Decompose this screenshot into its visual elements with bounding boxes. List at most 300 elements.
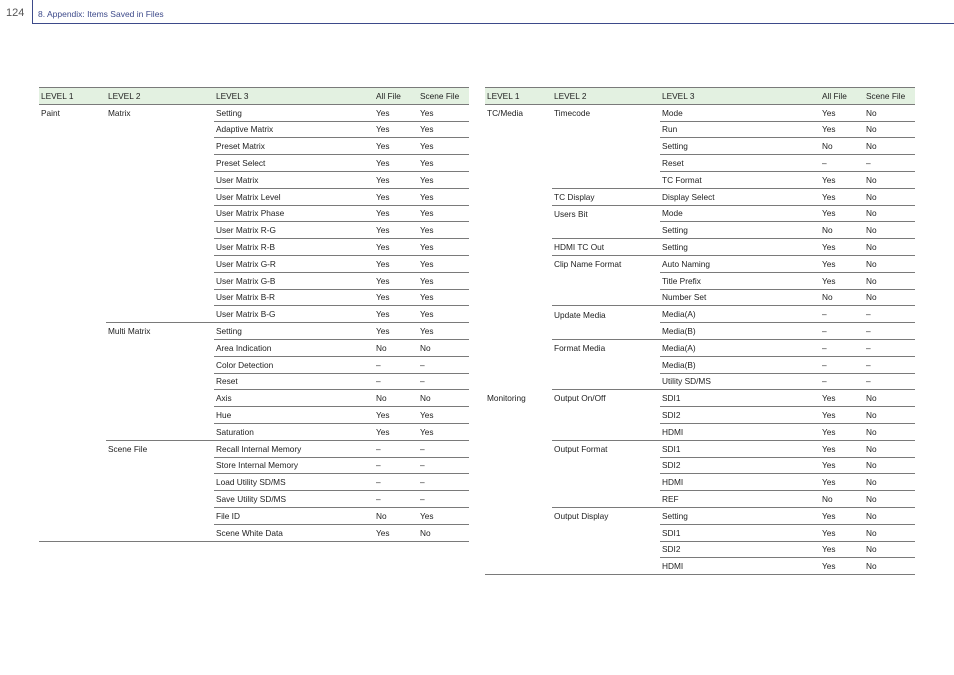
level3-cell: Media(A): [660, 306, 820, 323]
level2-cell: [552, 491, 660, 508]
scene-file-cell: No: [864, 239, 915, 256]
level2-cell: [552, 407, 660, 424]
scene-file-cell: –: [418, 373, 469, 390]
level1-cell: [485, 373, 552, 390]
level1-cell: [39, 440, 106, 457]
level2-cell: [106, 524, 214, 541]
table-row: [485, 558, 915, 575]
level1-cell: [485, 423, 552, 440]
all-file-cell: Yes: [820, 524, 864, 541]
level1-cell: [485, 558, 552, 575]
table-row: [485, 457, 915, 474]
level2-cell: [106, 339, 214, 356]
scene-file-cell: –: [864, 373, 915, 390]
scene-file-cell: Yes: [418, 138, 469, 155]
all-file-cell: Yes: [820, 239, 864, 256]
level2-cell: [106, 491, 214, 508]
table-row: [485, 272, 915, 289]
table-header-row: [485, 88, 915, 105]
level3-cell: Area Indication: [214, 339, 374, 356]
table-row: [485, 507, 915, 524]
level2-cell: [552, 457, 660, 474]
all-file-cell: Yes: [374, 306, 418, 323]
level1-cell: [485, 474, 552, 491]
level2-cell: Output Format: [554, 443, 608, 454]
column-header-level2: LEVEL 2: [106, 88, 214, 105]
all-file-cell: Yes: [820, 507, 864, 524]
level1-cell: [39, 407, 106, 424]
level3-cell: SDI1: [660, 390, 820, 407]
level1-cell: [39, 289, 106, 306]
table-row: [39, 205, 469, 222]
level1-cell: [485, 255, 552, 272]
table-row: [39, 373, 469, 390]
all-file-cell: No: [374, 390, 418, 407]
table-row: [39, 171, 469, 188]
level3-cell: User Matrix: [214, 171, 374, 188]
table-row: [485, 222, 915, 239]
table-row: [39, 289, 469, 306]
table-row: [39, 222, 469, 239]
level3-cell: File ID: [214, 507, 374, 524]
level1-cell: [485, 188, 552, 205]
level3-cell: Saturation: [214, 423, 374, 440]
table-body: [39, 104, 469, 541]
level2-cell: [552, 356, 660, 373]
column-header-scene-file: Scene File: [864, 88, 915, 105]
level3-cell: User Matrix B-R: [214, 289, 374, 306]
level2-cell: Format Media: [554, 343, 606, 354]
level3-cell: Hue: [214, 407, 374, 424]
all-file-cell: Yes: [374, 524, 418, 541]
table-row: [485, 306, 915, 323]
level1-cell: [39, 356, 106, 373]
all-file-cell: Yes: [820, 390, 864, 407]
level2-cell: TC Display: [552, 188, 660, 205]
level2-cell: [106, 121, 214, 138]
all-file-cell: Yes: [374, 104, 418, 121]
all-file-cell: Yes: [820, 474, 864, 491]
level2-cell: [552, 171, 660, 188]
level2-cell: [106, 272, 214, 289]
table-row: [485, 323, 915, 340]
level3-cell: TC Format: [660, 171, 820, 188]
level2-cell: Multi Matrix: [108, 326, 151, 337]
level3-cell: Setting: [214, 323, 374, 340]
level3-cell: Auto Naming: [660, 255, 820, 272]
all-file-cell: –: [374, 491, 418, 508]
level1-cell: [485, 289, 552, 306]
level2-cell: [106, 138, 214, 155]
all-file-cell: Yes: [374, 171, 418, 188]
level3-cell: User Matrix Phase: [214, 205, 374, 222]
scene-file-cell: No: [864, 188, 915, 205]
scene-file-cell: No: [418, 390, 469, 407]
scene-file-cell: No: [864, 390, 915, 407]
level3-cell: Save Utility SD/MS: [214, 491, 374, 508]
level3-cell: Media(B): [660, 356, 820, 373]
level1-cell: [39, 239, 106, 256]
level3-cell: SDI1: [660, 524, 820, 541]
page-header: [0, 0, 954, 25]
table-row: [39, 323, 469, 340]
level3-cell: Utility SD/MS: [660, 373, 820, 390]
level2-cell: [106, 507, 214, 524]
header-divider: [32, 0, 33, 24]
table-row: [39, 272, 469, 289]
level2-cell: [106, 155, 214, 172]
level3-cell: Setting: [660, 222, 820, 239]
table-row: [485, 423, 915, 440]
level2-cell: [552, 138, 660, 155]
all-file-cell: Yes: [374, 138, 418, 155]
table-row: [485, 138, 915, 155]
level1-cell: [39, 390, 106, 407]
level3-cell: Scene White Data: [214, 524, 374, 541]
table-row: [485, 356, 915, 373]
level2-cell: [106, 474, 214, 491]
level3-cell: User Matrix R-G: [214, 222, 374, 239]
table-row: [485, 407, 915, 424]
level2-cell: [106, 390, 214, 407]
level2-cell: Scene File: [108, 443, 148, 454]
all-file-cell: Yes: [374, 155, 418, 172]
scene-file-cell: No: [864, 289, 915, 306]
level2-cell: Matrix: [108, 107, 131, 118]
level3-cell: SDI2: [660, 457, 820, 474]
table-row: [485, 239, 915, 256]
all-file-cell: Yes: [374, 239, 418, 256]
all-file-cell: Yes: [820, 121, 864, 138]
table-row: [485, 121, 915, 138]
level3-cell: Reset: [660, 155, 820, 172]
scene-file-cell: –: [418, 491, 469, 508]
table-row: [485, 491, 915, 508]
level1-cell: [485, 356, 552, 373]
all-file-cell: Yes: [820, 272, 864, 289]
level1-cell: [39, 339, 106, 356]
level3-cell: Axis: [214, 390, 374, 407]
level3-cell: SDI1: [660, 440, 820, 457]
all-file-cell: –: [820, 356, 864, 373]
level2-cell: [552, 541, 660, 558]
level2-cell: [552, 155, 660, 172]
scene-file-cell: No: [864, 491, 915, 508]
level2-cell: [552, 272, 660, 289]
all-file-cell: Yes: [820, 423, 864, 440]
all-file-cell: Yes: [820, 171, 864, 188]
scene-file-cell: No: [864, 205, 915, 222]
scene-file-cell: Yes: [418, 155, 469, 172]
scene-file-cell: No: [418, 524, 469, 541]
level1-cell: [39, 507, 106, 524]
level3-cell: Preset Select: [214, 155, 374, 172]
level3-cell: Run: [660, 121, 820, 138]
scene-file-cell: –: [418, 457, 469, 474]
level1-cell: [485, 239, 552, 256]
level3-cell: Setting: [660, 138, 820, 155]
scene-file-cell: No: [864, 524, 915, 541]
level1-cell: [485, 491, 552, 508]
table-row: [39, 255, 469, 272]
scene-file-cell: –: [864, 339, 915, 356]
level2-cell: [106, 255, 214, 272]
level3-cell: Setting: [660, 239, 820, 256]
table-row: [39, 524, 469, 541]
scene-file-cell: –: [418, 440, 469, 457]
table-row: [39, 491, 469, 508]
table-row: [39, 474, 469, 491]
level1-cell: [485, 457, 552, 474]
table-row: [39, 440, 469, 457]
column-header-all-file: All File: [820, 88, 864, 105]
table-row: [39, 356, 469, 373]
all-file-cell: –: [374, 457, 418, 474]
table-row: [39, 390, 469, 407]
level2-cell: [552, 558, 660, 575]
all-file-cell: Yes: [820, 558, 864, 575]
level1-cell: [39, 222, 106, 239]
level2-cell: [106, 373, 214, 390]
all-file-cell: Yes: [820, 255, 864, 272]
all-file-cell: Yes: [374, 323, 418, 340]
level1-cell: [39, 138, 106, 155]
scene-file-cell: No: [864, 104, 915, 121]
level2-cell: [106, 171, 214, 188]
level2-cell: Output On/Off: [554, 393, 606, 404]
items-table-left: [39, 87, 469, 542]
scene-file-cell: Yes: [418, 323, 469, 340]
all-file-cell: No: [374, 339, 418, 356]
level2-cell: Clip Name Format: [554, 259, 622, 270]
all-file-cell: –: [820, 155, 864, 172]
level1-cell: [39, 205, 106, 222]
table-row: [485, 474, 915, 491]
level1-cell: [485, 507, 552, 524]
level3-cell: User Matrix R-B: [214, 239, 374, 256]
all-file-cell: Yes: [374, 272, 418, 289]
table-row: [39, 104, 469, 121]
table-row: [485, 188, 915, 205]
level3-cell: Media(B): [660, 323, 820, 340]
table-row: [485, 440, 915, 457]
scene-file-cell: No: [864, 121, 915, 138]
all-file-cell: No: [820, 222, 864, 239]
all-file-cell: No: [820, 138, 864, 155]
scene-file-cell: Yes: [418, 423, 469, 440]
level3-cell: HDMI: [660, 558, 820, 575]
all-file-cell: Yes: [820, 188, 864, 205]
table-row: [39, 423, 469, 440]
table-row: [39, 507, 469, 524]
column-header-all-file: All File: [374, 88, 418, 105]
table-row: [485, 155, 915, 172]
all-file-cell: –: [374, 356, 418, 373]
level3-cell: Media(A): [660, 339, 820, 356]
level2-cell: [106, 356, 214, 373]
level3-cell: Mode: [660, 104, 820, 121]
level3-cell: SDI2: [660, 541, 820, 558]
all-file-cell: Yes: [820, 205, 864, 222]
level3-cell: Load Utility SD/MS: [214, 474, 374, 491]
all-file-cell: –: [820, 323, 864, 340]
scene-file-cell: Yes: [418, 306, 469, 323]
level3-cell: REF: [660, 491, 820, 508]
column-header-level1: LEVEL 1: [485, 88, 552, 105]
scene-file-cell: No: [864, 474, 915, 491]
scene-file-cell: Yes: [418, 171, 469, 188]
all-file-cell: Yes: [820, 440, 864, 457]
level1-cell: [39, 306, 106, 323]
level1-cell: Paint: [41, 107, 60, 118]
level1-cell: [39, 155, 106, 172]
table-row: [485, 373, 915, 390]
level3-cell: User Matrix B-G: [214, 306, 374, 323]
all-file-cell: –: [374, 474, 418, 491]
column-header-level3: LEVEL 3: [214, 88, 374, 105]
level1-cell: [485, 524, 552, 541]
level2-cell: [552, 323, 660, 340]
scene-file-cell: No: [864, 171, 915, 188]
level1-cell: [485, 155, 552, 172]
level1-cell: [485, 205, 552, 222]
level2-cell: [106, 239, 214, 256]
all-file-cell: Yes: [374, 121, 418, 138]
all-file-cell: Yes: [374, 205, 418, 222]
table-row: [39, 339, 469, 356]
level2-cell: HDMI TC Out: [552, 239, 660, 256]
chapter-title: 8. Appendix: Items Saved in Files: [38, 9, 164, 19]
table-row: [39, 155, 469, 172]
level1-cell: [39, 188, 106, 205]
scene-file-cell: Yes: [418, 104, 469, 121]
level1-cell: [39, 171, 106, 188]
level1-cell: TC/Media: [487, 107, 523, 118]
scene-file-cell: Yes: [418, 507, 469, 524]
items-table-right: [485, 87, 915, 575]
table-row: [485, 205, 915, 222]
scene-file-cell: No: [864, 440, 915, 457]
scene-file-cell: No: [864, 507, 915, 524]
scene-file-cell: –: [864, 306, 915, 323]
table-row: [39, 138, 469, 155]
all-file-cell: Yes: [820, 541, 864, 558]
scene-file-cell: No: [864, 272, 915, 289]
scene-file-cell: No: [864, 558, 915, 575]
level2-cell: [106, 188, 214, 205]
level3-cell: Color Detection: [214, 356, 374, 373]
level2-cell: [106, 205, 214, 222]
level3-cell: Adaptive Matrix: [214, 121, 374, 138]
table-row: [39, 457, 469, 474]
level2-cell: [552, 373, 660, 390]
level1-cell: [485, 138, 552, 155]
table-row: [485, 171, 915, 188]
scene-file-cell: No: [864, 407, 915, 424]
scene-file-cell: No: [864, 222, 915, 239]
scene-file-cell: –: [864, 356, 915, 373]
page-number: 124: [6, 7, 25, 19]
level1-cell: [39, 323, 106, 340]
all-file-cell: Yes: [374, 407, 418, 424]
all-file-cell: No: [820, 491, 864, 508]
level1-cell: [485, 339, 552, 356]
all-file-cell: No: [820, 289, 864, 306]
level3-cell: User Matrix G-B: [214, 272, 374, 289]
level1-cell: [39, 373, 106, 390]
level1-cell: [485, 440, 552, 457]
level2-cell: Timecode: [554, 107, 591, 118]
level3-cell: SDI2: [660, 407, 820, 424]
level1-cell: [39, 272, 106, 289]
table-row: [39, 188, 469, 205]
scene-file-cell: Yes: [418, 272, 469, 289]
column-header-level1: LEVEL 1: [39, 88, 106, 105]
table-row: [39, 121, 469, 138]
all-file-cell: Yes: [374, 255, 418, 272]
level3-cell: Number Set: [660, 289, 820, 306]
level1-cell: Monitoring: [487, 393, 526, 404]
table-row: [485, 390, 915, 407]
level1-cell: [39, 491, 106, 508]
level2-cell: [552, 474, 660, 491]
level1-cell: [39, 423, 106, 440]
scene-file-cell: –: [418, 356, 469, 373]
all-file-cell: –: [374, 440, 418, 457]
table-row: [39, 407, 469, 424]
level3-cell: Display Select: [660, 188, 820, 205]
all-file-cell: Yes: [374, 289, 418, 306]
level2-cell: [552, 222, 660, 239]
level1-cell: [485, 407, 552, 424]
level1-cell: [39, 474, 106, 491]
scene-file-cell: Yes: [418, 407, 469, 424]
level2-cell: Output Display: [554, 511, 609, 522]
table-row: [485, 104, 915, 121]
level1-cell: [485, 306, 552, 323]
level2-cell: [106, 306, 214, 323]
level3-cell: User Matrix G-R: [214, 255, 374, 272]
level2-cell: Update Media: [554, 309, 606, 320]
level3-cell: User Matrix Level: [214, 188, 374, 205]
table-row: [485, 339, 915, 356]
table-header-row: [39, 88, 469, 105]
all-file-cell: Yes: [820, 407, 864, 424]
scene-file-cell: No: [864, 423, 915, 440]
level1-cell: [39, 524, 106, 541]
table-body: [485, 104, 915, 574]
scene-file-cell: No: [864, 541, 915, 558]
all-file-cell: Yes: [374, 188, 418, 205]
scene-file-cell: –: [864, 155, 915, 172]
level1-cell: [485, 121, 552, 138]
level2-cell: [552, 289, 660, 306]
all-file-cell: –: [374, 373, 418, 390]
scene-file-cell: No: [864, 138, 915, 155]
scene-file-cell: –: [418, 474, 469, 491]
level3-cell: HDMI: [660, 423, 820, 440]
all-file-cell: –: [820, 373, 864, 390]
level3-cell: Setting: [660, 507, 820, 524]
scene-file-cell: Yes: [418, 239, 469, 256]
all-file-cell: Yes: [820, 457, 864, 474]
table-row: [485, 289, 915, 306]
table-row: [485, 541, 915, 558]
table-row: [485, 255, 915, 272]
level3-cell: Title Prefix: [660, 272, 820, 289]
level3-cell: Setting: [214, 104, 374, 121]
scene-file-cell: Yes: [418, 289, 469, 306]
